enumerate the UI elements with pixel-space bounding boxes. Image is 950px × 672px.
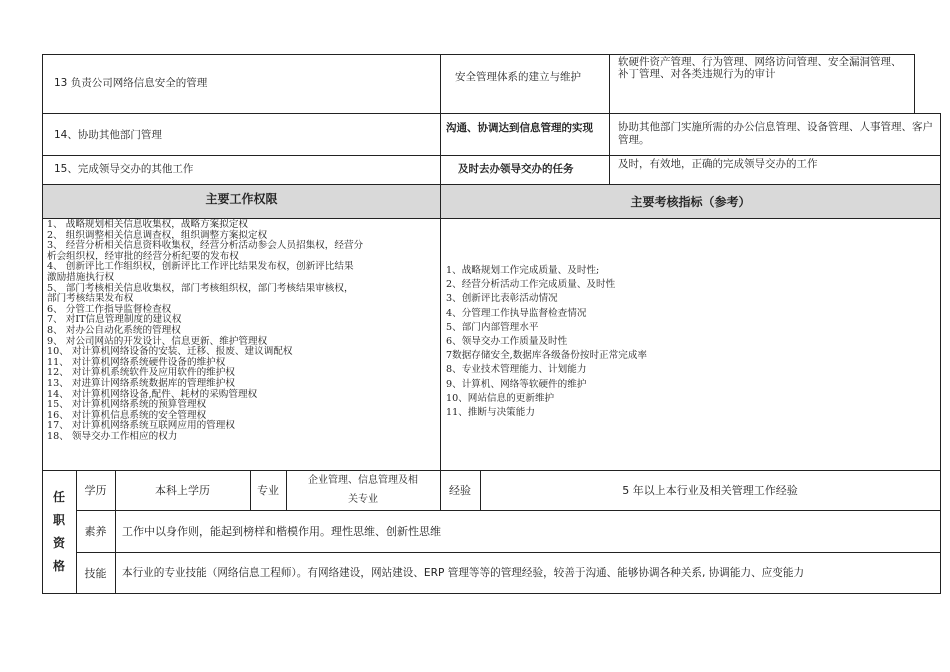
list-item: 8、 对办公自动化系统的管理权: [47, 324, 181, 336]
list-item: 部门考核结果发布权: [47, 293, 134, 305]
skill-label: 技能: [84, 567, 107, 580]
list-item: 18、 领导交办工作相应的权力: [47, 430, 178, 442]
quality-label: 素养: [84, 525, 107, 538]
table-border-right: [940, 113, 941, 593]
kpi-header: 主要考核指标（参考）: [630, 195, 751, 209]
row-divider: [42, 155, 941, 156]
col-divider: [440, 54, 441, 184]
authority-list: [47, 220, 437, 442]
list-item: 14、 对计算机网络设备,配件、耗材的采购管理权: [47, 388, 258, 400]
list-item: 5、 部门考核相关信息收集权，部门考核组织权，部门考核结果审核权，: [47, 282, 354, 294]
desc-14: 协助其他部门实施所需的办公信息管理、设备管理、人事管理、客户管理。: [618, 121, 933, 146]
list-item: 13、 对进算计网络系统数据库的管理维护权: [47, 377, 235, 389]
list-item: 8、专业技术管理能力、计划能力: [446, 364, 587, 376]
list-item: 激励措施执行权: [47, 271, 115, 283]
qualification-char: 格: [52, 559, 65, 573]
duty-15: 15、完成领导交办的其他工作: [54, 163, 194, 175]
list-item: 16、 对计算机信息系统的安全管理权: [47, 409, 207, 421]
goal-13: 安全管理体系的建立与维护: [455, 71, 581, 83]
list-item: 17、 对计算机网络系统互联网应用的管理权: [47, 420, 235, 432]
list-item: 1、 战略规划相关信息收集权，战略方案拟定权: [47, 219, 249, 230]
list-item: 9、 对公司网站的开发设计、信息更新、维护管理权: [47, 335, 268, 347]
table-border-top: [42, 54, 914, 55]
qualification-section-label: [49, 486, 69, 578]
goal-15: 及时去办领导交办的任务: [458, 163, 574, 175]
skill-value: 本行业的专业技能（网络信息工程师）。有网络建设，网站建设、ERP 管理等等的管理经验，较善于沟通、能够协调各种关系, 协调能力、应变能力: [122, 567, 805, 579]
list-item: 7数据存储安全,数据库各级备份按时正常完成率: [446, 350, 648, 362]
major-label: 专业: [257, 484, 279, 497]
list-item: 10、网站信息的更新维护: [446, 392, 555, 404]
qualification-char: 任: [52, 490, 65, 504]
list-item: 12、 对计算机系统软件及应用软件的维护权: [47, 367, 235, 379]
goal-14: 沟通、协调达到信息管理的实现: [446, 122, 593, 134]
col-divider: [440, 184, 441, 470]
education-label: 学历: [84, 484, 107, 497]
list-item: 10、 对计算机网络设备的安装、迁移、报废、建议调配权: [47, 346, 293, 358]
row-divider: [42, 470, 941, 471]
list-item: 11、 对计算机网络系统硬件设备的维护权: [47, 356, 226, 368]
qualification-char: 职: [52, 513, 65, 527]
list-item: 6、 分管工作指导监督检查权: [47, 303, 172, 315]
list-item: 6、领导交办工作质量及时性: [446, 336, 568, 348]
major-value-line2: 关专业: [348, 494, 378, 505]
list-item: 1、战略规划工作完成质量、及时性;: [446, 265, 600, 276]
row-divider: [76, 552, 941, 553]
kpi-list: [446, 264, 926, 420]
table-border-bottom: [42, 593, 941, 594]
col-divider: [609, 54, 610, 184]
list-item: 3、创新评比表彰活动情况: [446, 293, 558, 305]
list-item: 2、 组织调整相关信息调查权，组织调整方案拟定权: [47, 229, 268, 241]
row-divider: [76, 510, 941, 511]
duty-13: 13 负责公司网络信息安全的管理: [54, 77, 208, 89]
list-item: 3、 经营分析相关信息资料收集权，经营分析活动参会人员招集权，经营分: [47, 240, 364, 252]
list-item: 11、推断与决策能力: [446, 407, 535, 419]
list-item: 2、经营分析活动工作完成质量、及时性: [446, 279, 616, 291]
list-item: 析会组织权，经审批的经营分析纪要的发布权: [47, 250, 239, 262]
row-divider: [42, 113, 941, 114]
qualification-char: 资: [52, 536, 65, 550]
experience-label: 经验: [449, 484, 471, 497]
quality-value: 工作中以身作则，能起到榜样和楷模作用。理性思维、创新性思维: [122, 525, 441, 538]
list-item: 4、分管理工作执导监督检查情况: [446, 307, 587, 319]
list-item: 7、 对IT信息管理制度的建议权: [47, 314, 182, 326]
major-value-line1: 企业管理、信息管理及相: [308, 475, 418, 486]
list-item: 5、部门内部管理水平: [446, 321, 539, 333]
table-border-left: [42, 54, 43, 593]
desc-15: 及时，有效地，正确的完成领导交办的工作: [618, 158, 818, 170]
desc-13: 软硬件资产管理、行为管理、网络访问管理、安全漏洞管理、补丁管理、对各类违规行为的审计: [618, 56, 902, 80]
education-value: 本科上学历: [155, 484, 210, 497]
duty-14: 14、协助其他部门管理: [54, 129, 162, 141]
list-item: 15、 对计算机网络系统的预算管理权: [47, 399, 207, 411]
list-item: 9、计算机、网络等软硬件的维护: [446, 378, 587, 390]
authority-header: 主要工作权限: [205, 192, 278, 206]
experience-value: 5 年以上本行业及相关管理工作经验: [622, 484, 798, 497]
list-item: 4、 创新评比工作组织权，创新评比工作评比结果发布权，创新评比结果: [47, 261, 354, 273]
col-divider: [914, 54, 915, 113]
